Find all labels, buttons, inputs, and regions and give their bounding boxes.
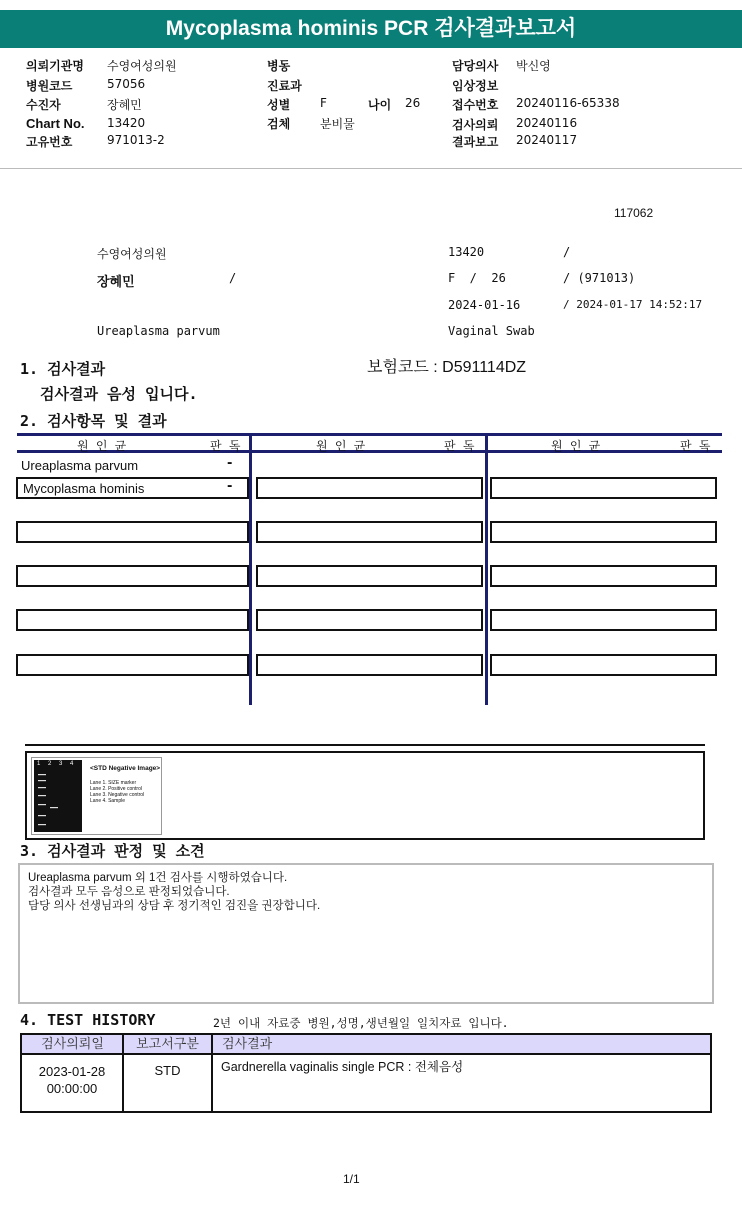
result-empty-box xyxy=(490,477,717,499)
result-empty-box xyxy=(490,521,717,543)
doctor-label: 담당의사 xyxy=(452,59,499,73)
request-label: 검사의뢰 xyxy=(452,118,499,132)
doctor-value: 박신영 xyxy=(516,59,551,73)
organism-col-label: 원 인 균 xyxy=(316,439,366,453)
code-value: 57056 xyxy=(107,77,146,91)
receipt-label: 접수번호 xyxy=(452,98,499,112)
gel-legend xyxy=(90,780,144,804)
sex-label: 성별 xyxy=(267,98,291,112)
history-header-result: 검사결과 xyxy=(212,1035,710,1055)
organism-col-label: 원 인 균 xyxy=(551,439,601,453)
unique-value: 971013-2 xyxy=(107,133,165,147)
result-value: 20240117 xyxy=(516,133,578,147)
page-number: 1/1 xyxy=(343,1172,360,1186)
chart-value: 13420 xyxy=(107,116,146,130)
result-value: - xyxy=(227,456,233,471)
age-value: 26 xyxy=(405,96,421,110)
sex-value: F xyxy=(320,96,327,110)
gel-lane-number: 2 xyxy=(48,761,52,767)
gel-lane-number: 4 xyxy=(70,761,74,767)
gel-legend-item: Lane 4. Sample xyxy=(90,798,126,804)
specimen-value: 분비물 xyxy=(320,117,355,131)
opinion-line: 담당 의사 선생님과의 상담 후 정기적인 검진을 권장합니다. xyxy=(28,900,321,912)
clinical-label: 임상정보 xyxy=(452,79,499,93)
section1-summary: 검사결과 음성 입니다. xyxy=(40,385,198,403)
organism-col-label: 원 인 균 xyxy=(77,439,127,453)
result-empty-box xyxy=(490,609,717,631)
patient-label: 수진자 xyxy=(26,98,61,112)
gel-legend-item: Lane 3. Negative control xyxy=(90,792,145,798)
judge-col-label: 판 독 xyxy=(444,439,475,453)
report-title: Mycoplasma hominis PCR 검사결과보고서 xyxy=(0,10,742,48)
hospital-value: 수영여성의원 xyxy=(107,59,177,73)
result-empty-box xyxy=(16,521,249,543)
gel-legend-item: Lane 2. Positive control xyxy=(90,786,142,792)
result-empty-box xyxy=(256,654,483,676)
gel-top-rule xyxy=(25,744,705,746)
opinion-line: 검사결과 모두 음성으로 판정되었습니다. xyxy=(28,886,230,898)
result-empty-box xyxy=(256,609,483,631)
block-patient-name: 장혜민 xyxy=(97,275,135,290)
history-col-divider xyxy=(211,1035,213,1111)
insurance-code: 보험코드 : D591114DZ xyxy=(367,359,527,376)
section4-title: 4. TEST HISTORY xyxy=(20,1011,156,1029)
block-specimen: Vaginal Swab xyxy=(448,324,535,338)
result-empty-box xyxy=(16,565,249,587)
result-empty-box xyxy=(490,565,717,587)
opinion-line: Ureaplasma parvum 외 1건 검사를 시행하였습니다. xyxy=(28,872,288,884)
block-request-date: 2024-01-16 xyxy=(448,298,521,312)
section3-title: 3. 검사결과 판정 및 소견 xyxy=(20,842,205,860)
result-organism: Mycoplasma hominis xyxy=(23,481,145,496)
age-label: 나이 xyxy=(368,98,392,112)
block-chart: 13420 xyxy=(448,245,485,259)
gel-bands xyxy=(34,760,82,832)
column-divider xyxy=(485,433,488,705)
result-empty-box xyxy=(256,521,483,543)
result-label: 결과보고 xyxy=(452,135,499,149)
history-table xyxy=(20,1033,712,1113)
request-value: 20240116 xyxy=(516,116,578,130)
dept-label: 진료과 xyxy=(267,79,302,93)
header-divider xyxy=(0,168,742,169)
receipt-value: 20240116-65338 xyxy=(516,96,620,110)
results-column-header-3 xyxy=(488,433,722,453)
result-empty-box xyxy=(490,654,717,676)
result-empty-box xyxy=(256,477,483,499)
gel-photo xyxy=(34,760,82,832)
history-time: 00:00:00 xyxy=(46,1081,98,1096)
code-label: 병원코드 xyxy=(26,79,73,93)
history-row-result: Gardnerella vaginalis single PCR : 전체음성 xyxy=(221,1060,464,1074)
specimen-label: 검체 xyxy=(267,117,291,131)
patient-value: 장혜민 xyxy=(107,98,142,112)
gel-legend-item: Lane 1. SIZE marker xyxy=(90,780,137,786)
gel-image xyxy=(31,757,162,835)
gel-image-frame xyxy=(25,751,705,840)
history-row-date xyxy=(22,1063,122,1097)
result-value: - xyxy=(227,479,233,494)
judge-col-label: 판 독 xyxy=(680,439,711,453)
history-row-type: STD xyxy=(154,1063,181,1078)
block-slash: / xyxy=(563,245,571,259)
history-note: 2년 이내 자료중 병원,성명,생년월일 일치자료 입니다. xyxy=(213,1016,509,1030)
result-row xyxy=(16,477,249,499)
result-empty-box xyxy=(16,654,249,676)
history-header-type: 보고서구분 xyxy=(123,1035,212,1055)
block-report-datetime: / 2024-01-17 14:52:17 xyxy=(563,298,703,311)
block-birth: / (971013) xyxy=(563,271,636,285)
unique-label: 고유번호 xyxy=(26,135,73,149)
hospital-label: 의뢰기관명 xyxy=(26,59,84,73)
section1-title: 1. 검사결과 xyxy=(20,360,106,378)
result-empty-box xyxy=(16,609,249,631)
results-column-header-2 xyxy=(252,433,485,453)
block-test-name: Ureaplasma parvum xyxy=(97,324,220,338)
block-hospital: 수영여성의원 xyxy=(97,247,167,261)
gel-lane-number: 1 xyxy=(37,761,41,767)
history-header-date: 검사의뢰일 xyxy=(22,1035,123,1055)
column-divider xyxy=(249,433,252,705)
gel-lane-number: 3 xyxy=(59,761,63,767)
result-empty-box xyxy=(256,565,483,587)
chart-label: Chart No. xyxy=(26,116,85,131)
ward-label: 병동 xyxy=(267,59,291,73)
gel-caption-title: <STD Negative Image> xyxy=(90,765,161,772)
history-date: 2023-01-28 xyxy=(38,1064,106,1079)
report-id-number: 117062 xyxy=(614,206,654,220)
block-sex-age: F / 26 xyxy=(448,271,506,285)
judge-col-label: 판 독 xyxy=(210,439,241,453)
section2-title: 2. 검사항목 및 결과 xyxy=(20,412,167,430)
result-organism: Ureaplasma parvum xyxy=(21,458,139,473)
results-column-header-1 xyxy=(17,433,249,453)
block-slash-2: / xyxy=(229,271,237,285)
opinion-box xyxy=(18,863,714,1004)
